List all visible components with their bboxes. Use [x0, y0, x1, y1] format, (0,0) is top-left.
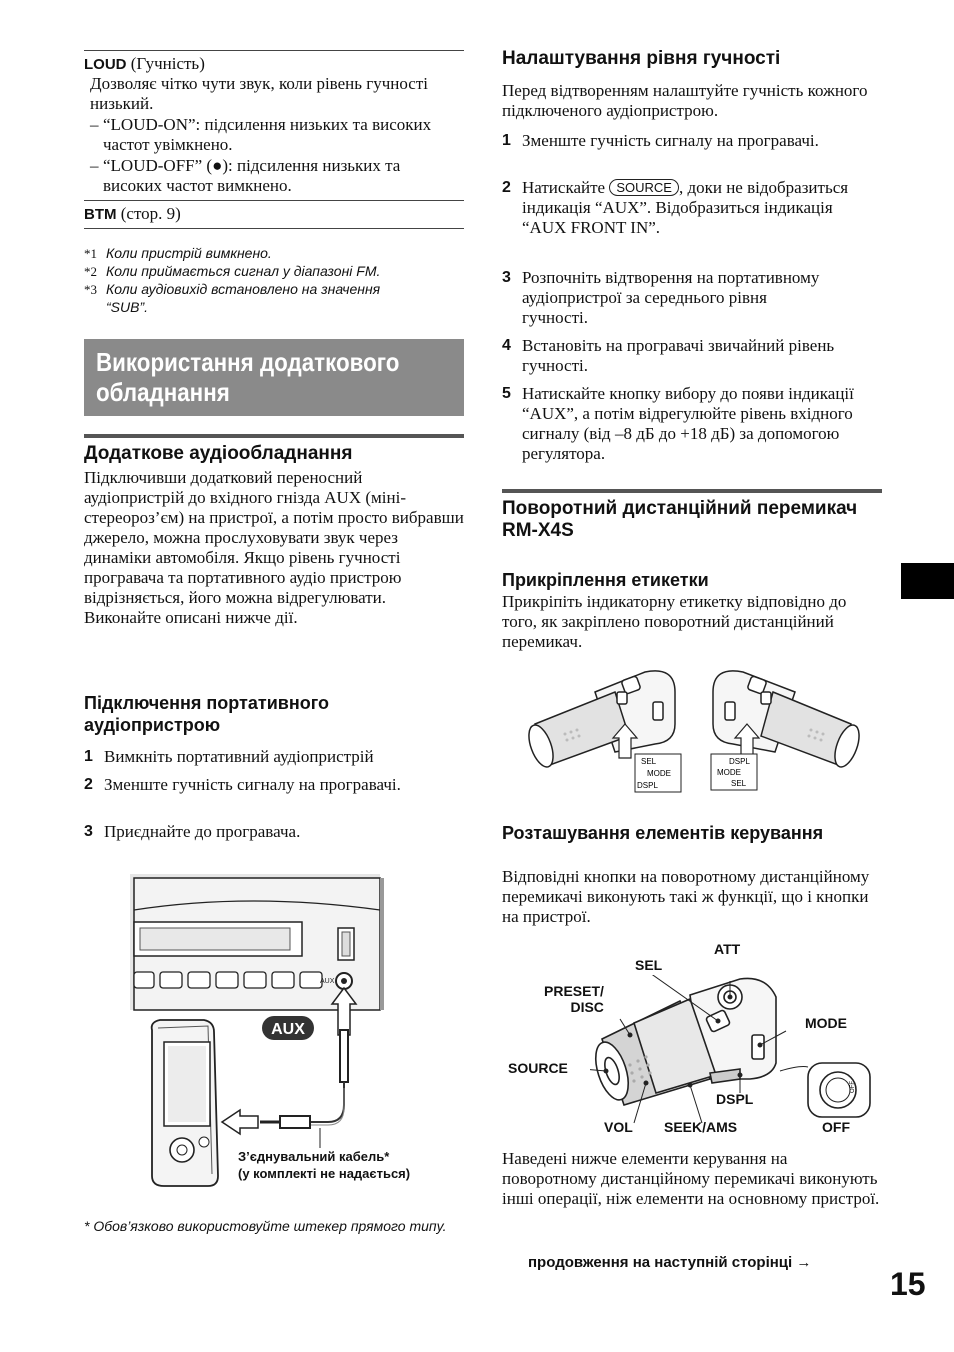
section-title-line2: обладнання	[96, 377, 230, 407]
sticker-text: MODE	[717, 768, 741, 777]
preset-label: PRESET/ DISC	[544, 983, 604, 1015]
connect-step: 1 Вимкніть портативний аудіопристрій	[84, 747, 374, 766]
loud-off-item: – “LOUD-OFF” (●): підсилення низьких та високих частот вимкнено.	[90, 156, 462, 196]
side-tab	[901, 563, 954, 599]
seek-label: SEEK/AMS	[664, 1119, 738, 1135]
section-title-line1: Використання додаткового	[96, 347, 400, 377]
label-attachment-diagram	[525, 662, 860, 802]
table-top-rule	[84, 50, 464, 51]
loud-on-text: “LOUD-ON”: підсилення низьких та високих частот увімкнено.	[103, 115, 432, 154]
continued-note: продовження на наступній сторінці →	[528, 1254, 812, 1271]
aux-jack-label: AUX	[320, 978, 335, 985]
volume-step: 2 Натискайте SOURCE , доки не відобразиться індикація “AUX”. Відобразиться індикація “AUX FRONT IN”.	[502, 178, 849, 237]
aux-connection-diagram	[130, 870, 470, 1190]
cable-label-2: (у комплекті не надається)	[238, 1166, 411, 1181]
connect-step: 2 Зменште гучність сигналу на програвачі.	[84, 775, 401, 794]
footnote: *1 Коли пристрій вимкнено.	[84, 245, 272, 261]
aux-badge	[262, 1016, 314, 1040]
source-label: SOURCE	[508, 1060, 568, 1076]
btm-ref: (стор. 9)	[120, 204, 181, 223]
label-body: Прикріпіть індикаторну етикетку відповідно до того, як закріплено поворотний дистанційний перемикач.	[502, 592, 847, 651]
loud-on-item: – “LOUD-ON”: підсилення низьких та високих частот увімкнено.	[90, 115, 460, 155]
sticker-text: MODE	[647, 769, 671, 778]
table-bottom-rule	[84, 228, 464, 229]
layout-body: Відповідні кнопки на поворотному дистанційному перемикачі виконують такі ж функції, що і кнопки на пристрої.	[502, 867, 870, 926]
footnotes	[84, 244, 464, 316]
cable-label: З’єднувальний кабель*	[238, 1149, 390, 1164]
dspl-label: DSPL	[716, 1091, 754, 1107]
page-number: 15	[890, 1266, 926, 1302]
volume-intro: Перед відтворенням налаштуйте гучність кожного підключеного аудіопристрою.	[502, 81, 868, 120]
att-label: ATT	[714, 941, 741, 957]
loud-desc: Дозволяє чітко чути звук, коли рівень гучності низький.	[90, 74, 428, 113]
section-title-box	[84, 339, 464, 416]
volume-step: 5 Натискайте кнопку вибору до появи індикації “AUX”, а потім відрегулюйте рівень вхідного сигналу (від –8 дБ до +18 дБ) за допомогою регулятора.	[502, 384, 854, 463]
portable-player-illustration	[152, 1020, 218, 1186]
volume-step: 4 Встановіть на програвачі звичайний рівень гучності.	[502, 336, 835, 375]
table-mid-rule	[84, 200, 464, 201]
off-small-text: OFF	[850, 1081, 856, 1093]
sticker-text: SEL	[731, 779, 747, 788]
footnote: *2 Коли приймається сигнал у діапазоні FM.	[84, 263, 381, 279]
layout-heading: Розташування елементів керування	[502, 823, 824, 843]
sel-label: SEL	[635, 957, 663, 973]
aux-body: Підключивши додатковий переносний аудіопристрій до вхідного гнізда AUX (міні-стереороз’єм) на пристрої, а потім просто вибравши джерело, можна прослуховувати звук через динаміки автомобіля. Якщо рівень гучності програвача та портативного аудіо пристрою відрізняється, його можна відрегулювати. Виконайте описані нижче дії.	[84, 468, 464, 627]
label-heading: Прикріплення етикетки	[502, 570, 709, 590]
footnote: *3 Коли аудіовихід встановлено на значення “SUB”.	[84, 281, 381, 315]
volume-step: 3 Розпочніть відтворення на портативному аудіопристрої за середнього рівня гучності.	[502, 268, 820, 327]
insert-arrow-icon	[222, 1110, 258, 1134]
heading-rule	[502, 489, 882, 493]
aux-heading: Додаткове аудіообладнання	[84, 443, 353, 464]
btm-entry	[84, 204, 464, 225]
final-body: Наведені нижче елементи керування на поворотному дистанційному перемикачі виконують інші операції, ніж елементи на основному пристрої.	[502, 1149, 880, 1208]
connect-step: 3 Приєднайте до програвача.	[84, 822, 301, 841]
rotary-heading: Поворотний дистанційний перемикач RM-X4S	[502, 498, 858, 541]
aux-badge-text: AUX	[271, 1021, 305, 1038]
source-key: SOURCE	[609, 179, 679, 196]
sticker-text: DSPL	[637, 781, 658, 790]
off-label: OFF	[822, 1119, 850, 1135]
cable-caption	[238, 1148, 410, 1182]
volume-step: 1 Зменште гучність сигналу на програвачі.	[502, 131, 819, 150]
off-button-callout	[780, 1063, 870, 1117]
loud-title: LOUD	[84, 56, 127, 73]
heading-rule	[84, 434, 464, 438]
bottom-note: * Обов’язково використовуйте штекер прямого типу.	[84, 1218, 447, 1234]
sticker-text: SEL	[641, 757, 657, 766]
loud-entry	[84, 54, 464, 75]
connect-heading: Підключення портативного аудіопристрою	[84, 693, 329, 735]
sticker-text: DSPL	[729, 757, 750, 766]
btm-title: BTM	[84, 206, 117, 223]
rotary-remote-illustration	[590, 978, 776, 1105]
connection-cable	[260, 1030, 348, 1128]
loud-paren: (Гучність)	[130, 54, 205, 73]
loud-off-text: “LOUD-OFF” (●): підсилення низьких та високих частот вимкнено.	[103, 156, 401, 195]
mode-label: MODE	[805, 1015, 847, 1031]
vol-label: VOL	[604, 1119, 633, 1135]
volume-heading: Налаштування рівня гучності	[502, 48, 781, 69]
